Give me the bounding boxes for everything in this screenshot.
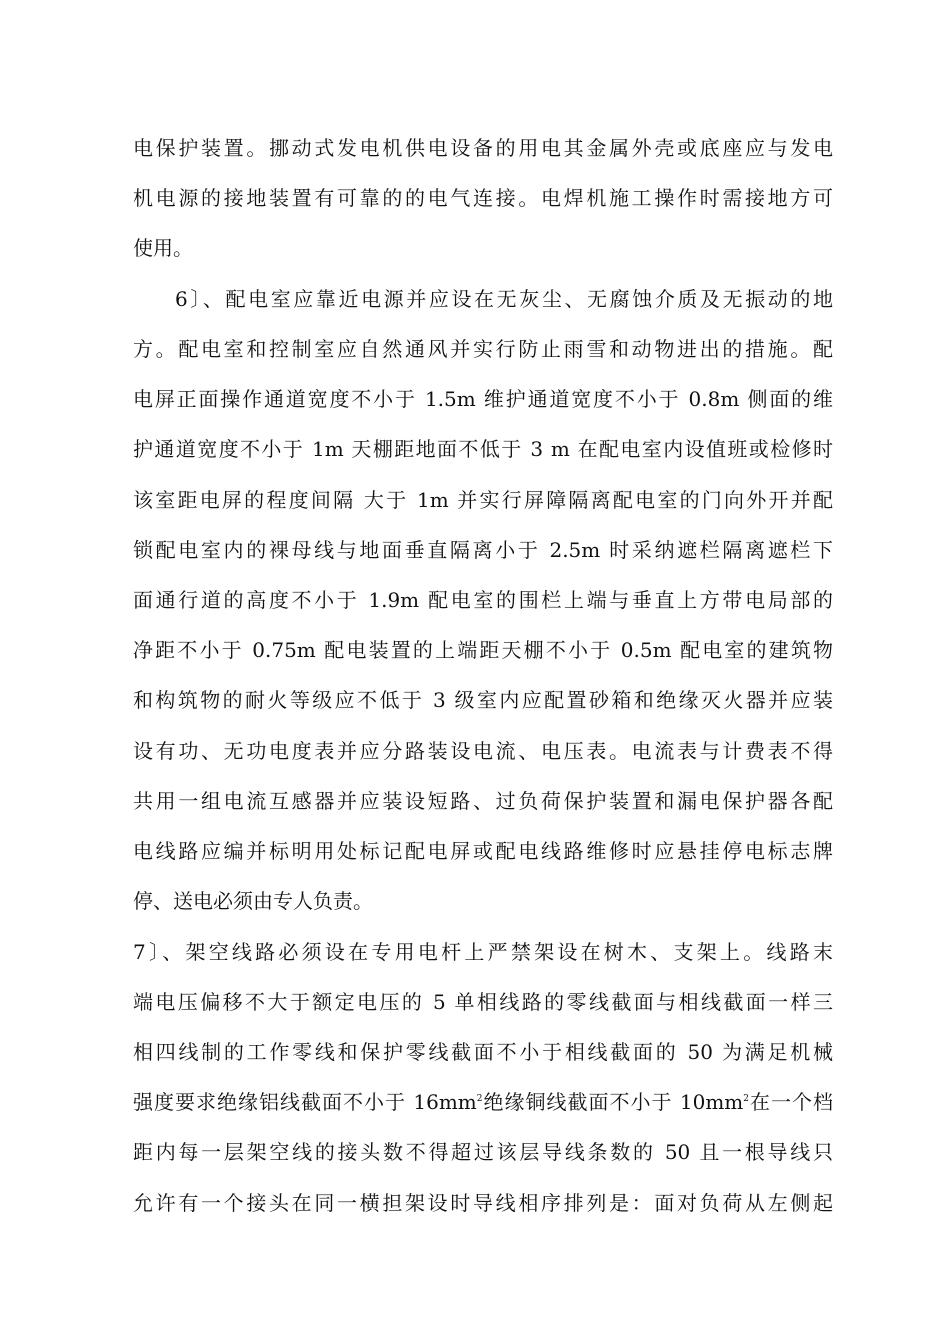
text-line: 电保护装置。挪动式发电机供电设备的用电其金属外壳或底座应与发电 [133,136,833,160]
text-line: 停、送电必须由专人负责。 [133,889,373,913]
text-line: 面通行道的高度不小于 1.9m 配电室的围栏上端与垂直上方带电局部的 [133,588,833,612]
paragraph-first-line: 6〕、配电室应靠近电源并应设在无灰尘、无腐蚀介质及无振动的地 [175,287,833,311]
text-line: 共用一组电流互感器并应装设短路、过负荷保护装置和漏电保护器各配 [133,789,833,813]
text-line [133,1082,833,1122]
text-line: 净距不小于 0.75m 配电装置的上端距天棚不小于 0.5m 配电室的建筑物 [133,638,833,662]
text-line: 允许有一个接头在同一横担架设时导线相序排列是：面对负荷从左侧起 [133,1191,833,1215]
superscript: 2 [476,1094,483,1104]
text-line: 端电压偏移不大于额定电压的 5 单相线路的零线截面与相线截面一样三 [133,990,833,1014]
text-line: 护通道宽度不小于 1m 天棚距地面不低于 3 m 在配电室内设值班或检修时 [133,437,833,461]
text-line: 电屏正面操作通道宽度不小于 1.5m 维护通道宽度不小于 0.8m 侧面的维 [133,387,833,411]
text-line: 使用。 [133,236,193,260]
text-line: 距内每一层架空线的接头数不得超过该层导线条数的 50 且一根导线只 [133,1140,833,1164]
paragraph-first-line: 7〕、架空线路必须设在专用电杆上严禁架设在树木、支架上。线路末 [133,940,833,964]
text-line: 机电源的接地装置有可靠的的电气连接。电焊机施工操作时需接地方可 [133,186,833,210]
text-line: 和构筑物的耐火等级应不低于 3 级室内应配置砂箱和绝缘灭火器并应装 [133,688,833,712]
text-line: 锁配电室内的裸母线与地面垂直隔离小于 2.5m 时采纳遮栏隔离遮栏下 [133,538,833,562]
text-line: 方。配电室和控制室应自然通风并实行防止雨雪和动物进出的措施。配 [133,337,833,361]
text-line: 该室距电屏的程度间隔 大于 1m 并实行屏障隔离配电室的门向外开并配 [133,488,833,512]
line-segment: 绝缘铜线截面不小于 10mm [482,1090,744,1114]
superscript: 2 [743,1094,749,1104]
text-line: 电线路应编并标明用处标记配电屏或配电线路维修时应悬挂停电标志牌 [133,839,833,863]
text-line: 相四线制的工作零线和保护零线截面不小于相线截面的 50 为满足机械 [133,1040,833,1064]
line-segment: 在一个档 [748,1090,833,1114]
line-segment: 强度要求绝缘铝线截面不小于 16mm [133,1090,477,1114]
text-line: 设有功、无功电度表并应分路装设电流、电压表。电流表与计费表不得 [133,739,833,763]
